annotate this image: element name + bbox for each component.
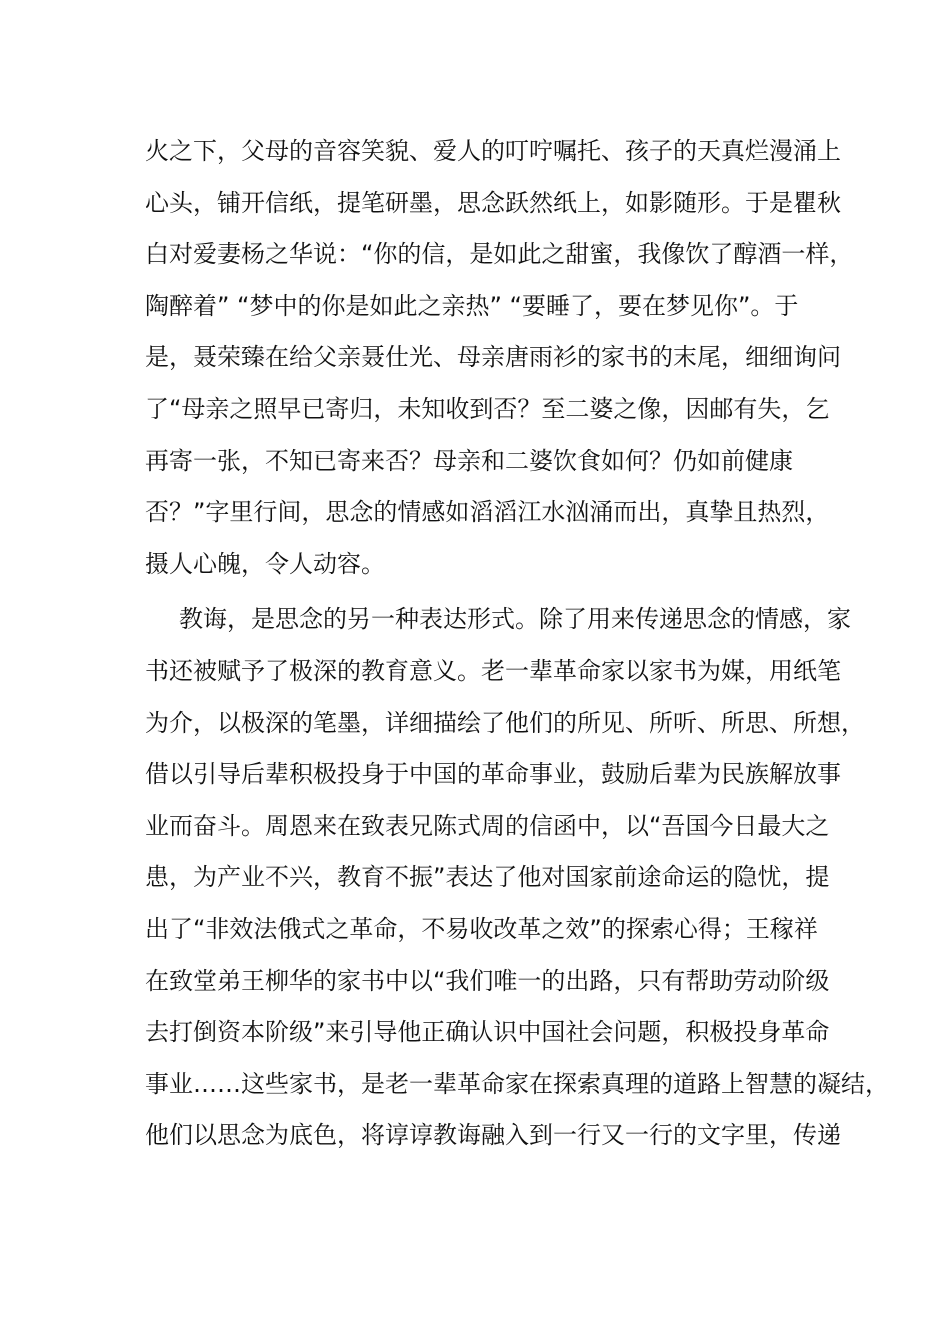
text-line: 陶醉着” “梦中的你是如此之亲热” “要睡了，要在梦见你”。于 <box>145 291 799 320</box>
paragraph-1 <box>145 133 854 597</box>
text-line: 是，聂荣臻在给父亲聂仕光、母亲唐雨衫的家书的末尾，细细询问 <box>145 343 841 372</box>
text-line: 在致堂弟王柳华的家书中以“我们唯一的出路，只有帮助劳动阶级 <box>145 966 830 995</box>
text-line: 否？”字里行间，思念的情感如滔滔江水汹涌而出，真挚且热烈， <box>145 498 830 527</box>
text-line: 业而奋斗。周恩来在致表兄陈式周的信函中，以“吾国今日最大之 <box>145 811 830 840</box>
text-line: 为介，以极深的笔墨，详细描绘了他们的所见、所听、所思、所想， <box>145 708 865 737</box>
text-line: 他们以思念为底色，将谆谆教诲融入到一行又一行的文字里，传递 <box>145 1121 841 1150</box>
text-line: 出了“非效法俄式之革命，不易收改革之效”的探索心得；王稼祥 <box>145 914 818 943</box>
text-line: 书还被赋予了极深的教育意义。老一辈革命家以家书为媒，用纸笔 <box>145 656 841 685</box>
text-line-indented: 教诲，是思念的另一种表达形式。除了用来传递思念的情感，家 <box>179 605 851 634</box>
text-line: 摄人心魄，令人动容。 <box>145 549 385 578</box>
text-line: 去打倒资本阶级”来引导他正确认识中国社会问题，积极投身革命 <box>145 1018 830 1047</box>
text-line: 再寄一张，不知已寄来否？母亲和二婆饮食如何？仍如前健康 <box>145 446 793 475</box>
text-line: 心头，铺开信纸，提笔研墨，思念跃然纸上，如影随形。于是瞿秋 <box>145 188 841 217</box>
text-line: 白对爱妻杨之华说：“你的信，是如此之甜蜜，我像饮了醇酒一样， <box>145 240 854 269</box>
text-line: 了“母亲之照早已寄归，未知收到否？至二婆之像，因邮有失，乞 <box>145 394 830 423</box>
text-line: 患，为产业不兴，教育不振”表达了他对国家前途命运的隐忧，提 <box>145 863 830 892</box>
document-body <box>145 133 889 1169</box>
text-line: 事业……这些家书，是老一辈革命家在探索真理的道路上智慧的凝结， <box>145 1069 889 1098</box>
text-line: 借以引导后辈积极投身于中国的革命事业，鼓励后辈为民族解放事 <box>145 760 841 789</box>
text-line: 火之下，父母的音容笑貌、爱人的叮咛嘱托、孩子的天真烂漫涌上 <box>145 137 841 165</box>
paragraph-2 <box>145 601 889 1169</box>
